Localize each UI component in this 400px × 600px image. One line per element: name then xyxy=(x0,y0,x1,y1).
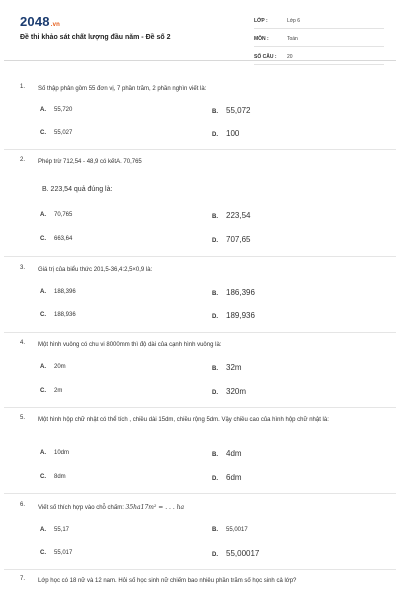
option-2a[interactable]: A. 70,765 xyxy=(40,212,73,218)
option-2b[interactable]: B. 223,54 xyxy=(212,211,251,220)
exam-title: Đề thi khảo sát chất lượng đầu năm - Đề số 2 xyxy=(20,34,171,41)
option-5d[interactable]: D. 6dm xyxy=(212,473,242,482)
option-6c[interactable]: C. 55,017 xyxy=(40,550,73,556)
meta-count-row xyxy=(254,51,384,65)
option-1c[interactable]: C. 55,027 xyxy=(40,130,73,136)
divider xyxy=(4,149,396,150)
option-1b[interactable]: B. 55,072 xyxy=(212,106,251,115)
exam-meta xyxy=(254,15,384,69)
meta-subject-key: MÔN : xyxy=(254,36,269,42)
meta-subject-row xyxy=(254,33,384,47)
option-5a[interactable]: A. 10dm xyxy=(40,450,70,456)
meta-subject-value: Toán xyxy=(287,36,298,42)
question-number: 5. xyxy=(20,415,26,421)
option-2d[interactable]: D. 707,65 xyxy=(212,235,251,244)
option-3a[interactable]: A. 188,396 xyxy=(40,289,76,295)
option-4a[interactable]: A. 20m xyxy=(40,364,66,370)
meta-class-value: Lớp 6 xyxy=(287,18,301,24)
divider xyxy=(4,493,396,494)
option-3d[interactable]: D. 189,936 xyxy=(212,311,255,320)
exam-header xyxy=(4,2,396,61)
question-stem: Lớp học có 18 nữ và 12 nam. Hỏi số học sinh nữ chiếm bao nhiêu phần trăm số học sinh cả lớp? xyxy=(38,578,297,584)
question-number: 1. xyxy=(20,84,26,90)
question-number: 2. xyxy=(20,157,26,163)
meta-class-row xyxy=(254,15,384,29)
question-stem: Phép trừ 712,54 - 48,9 có kếtA. 70,765 xyxy=(38,159,142,165)
exam-page xyxy=(4,2,396,598)
question-number: 6. xyxy=(20,502,26,508)
question-stem: Viết số thích hợp vào chỗ chấm: 35ha17m² = . . . ha xyxy=(38,504,185,511)
question-stem: Số thập phân gồm 55 đơn vị, 7 phần trăm, 2 phần nghìn viết là: xyxy=(38,86,207,92)
meta-count-key: SỐ CÂU : xyxy=(254,54,277,60)
divider xyxy=(4,407,396,408)
option-4c[interactable]: C. 2m xyxy=(40,388,63,394)
option-3b[interactable]: B. 186,396 xyxy=(212,288,255,297)
divider xyxy=(4,332,396,333)
site-logo[interactable]: 2048.vn xyxy=(20,14,61,29)
question-2-extra: B. 223,54 quả đúng là: xyxy=(42,186,113,193)
option-1d[interactable]: D. 100 xyxy=(212,129,240,138)
option-4d[interactable]: D. 320m xyxy=(212,387,247,396)
question-number: 4. xyxy=(20,340,26,346)
option-6d[interactable]: D. 55,00017 xyxy=(212,549,260,558)
option-1a[interactable]: A. 55,720 xyxy=(40,107,73,113)
meta-count-value: 20 xyxy=(287,54,293,60)
divider xyxy=(4,256,396,257)
option-5b[interactable]: B. 4dm xyxy=(212,449,242,458)
option-2c[interactable]: C. 663,64 xyxy=(40,236,73,242)
option-6a[interactable]: A. 55,17 xyxy=(40,527,70,533)
question-stem: Một hình vuông có chu vi 8000mm thì độ dài của cạnh hình vuông là: xyxy=(38,342,222,348)
question-number: 7. xyxy=(20,576,26,582)
question-stem: Giá trị của biểu thức 201,5-36,4:2,5×0,9 là: xyxy=(38,267,153,273)
divider xyxy=(4,569,396,570)
option-4b[interactable]: B. 32m xyxy=(212,363,242,372)
option-6b[interactable]: B. 55,0017 xyxy=(212,527,248,533)
question-number: 3. xyxy=(20,265,26,271)
option-5c[interactable]: C. 8dm xyxy=(40,474,66,480)
question-formula: 35ha17m² = . . . ha xyxy=(125,504,185,511)
question-stem: Một hình hộp chữ nhật có thể tích , chiều dài 15dm, chiều rộng 5dm. Vậy chiều cao của hình hộp chữ nhật là: xyxy=(38,417,329,423)
meta-class-key: LỚP : xyxy=(254,18,268,24)
option-3c[interactable]: C. 188,936 xyxy=(40,312,76,318)
